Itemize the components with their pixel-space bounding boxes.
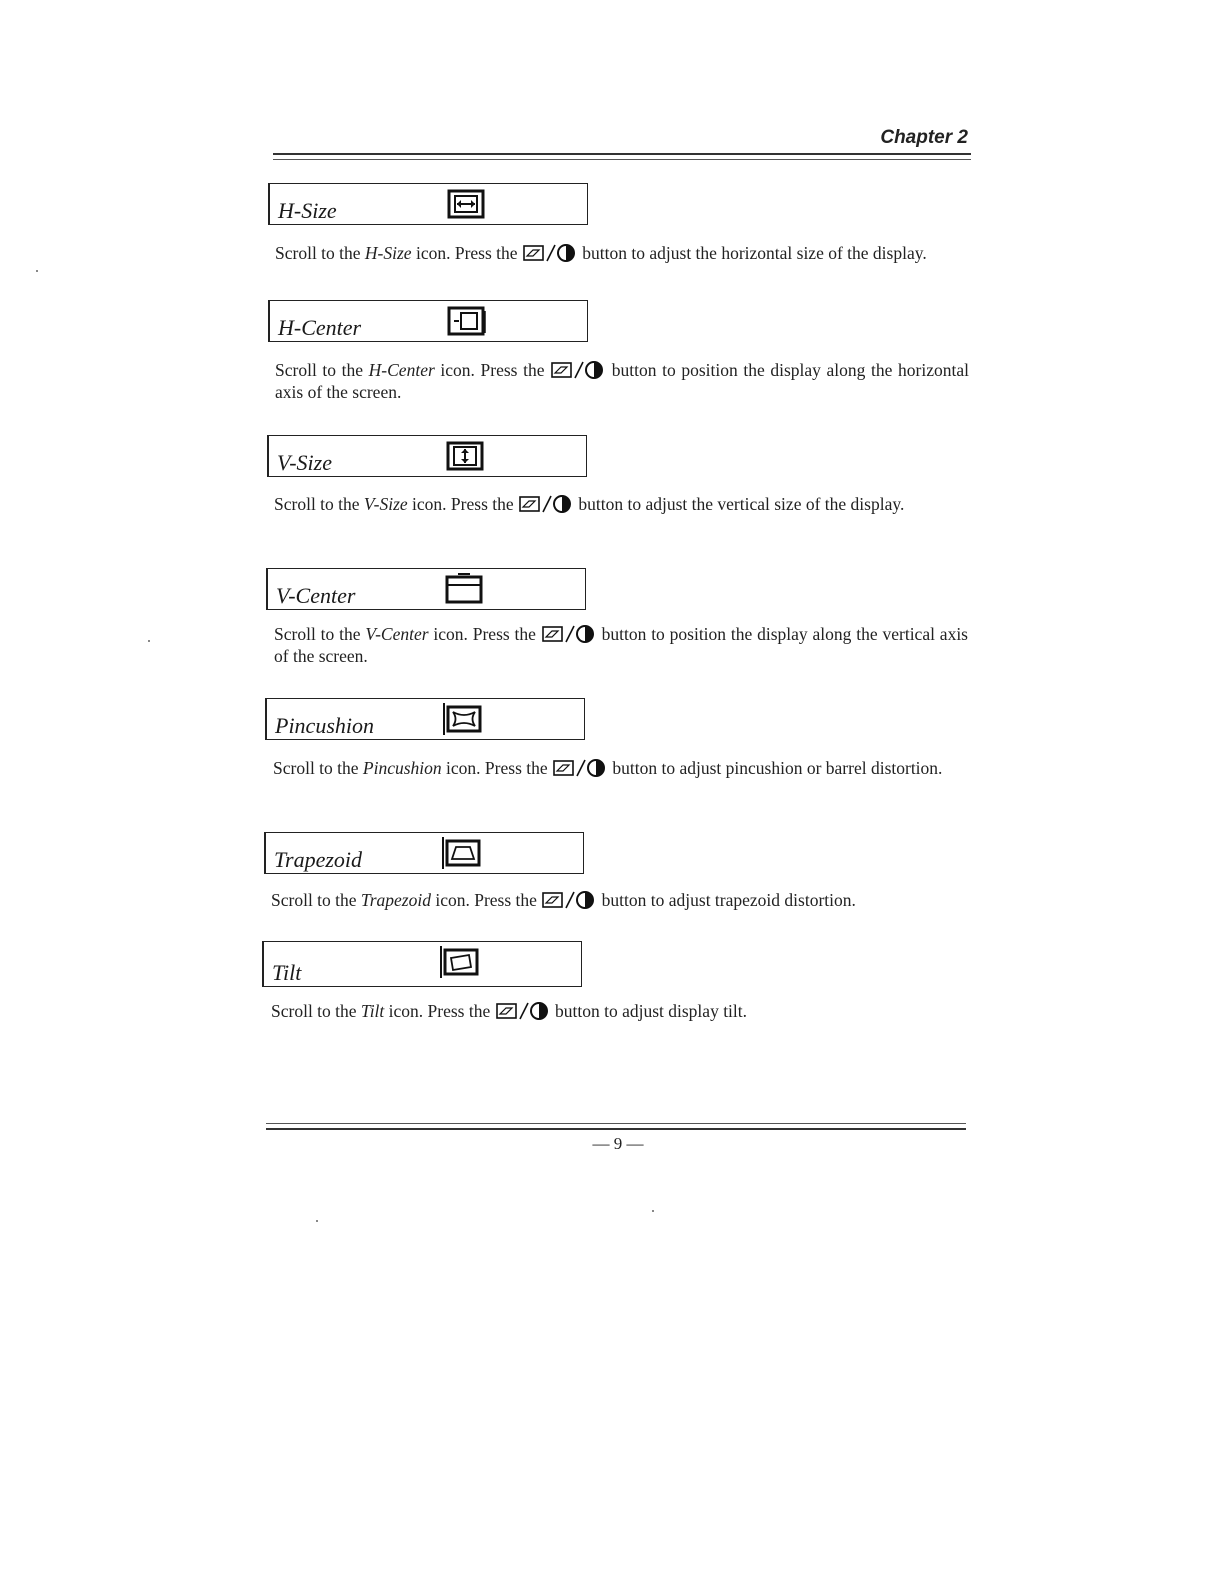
label-box	[265, 698, 585, 740]
label-box	[266, 568, 586, 610]
desc-text: Scroll to the	[273, 758, 363, 778]
desc-term: Tilt	[360, 1001, 385, 1021]
desc-text: icon. Press the	[434, 360, 551, 380]
section-label: V-Size	[277, 450, 332, 475]
desc-text: Scroll to the	[274, 494, 364, 514]
desc-text: button to adjust the horizontal size of the display.	[577, 243, 927, 263]
adjust-button-icon	[551, 360, 605, 380]
section-label: H-Size	[278, 198, 337, 223]
section-description	[275, 242, 969, 264]
desc-term: H-Center	[368, 360, 435, 380]
page-number: — 9 —	[592, 1134, 644, 1153]
h-size-icon	[446, 188, 488, 220]
adjust-button-icon	[553, 758, 607, 778]
desc-text: icon. Press the	[384, 1001, 495, 1021]
v-size-icon	[445, 440, 487, 472]
scan-speck	[316, 1220, 318, 1222]
section-description	[271, 889, 965, 911]
header-rule	[273, 153, 971, 155]
scan-speck	[148, 640, 150, 642]
desc-text: icon. Press the	[441, 758, 553, 778]
desc-text: Scroll to the	[271, 890, 361, 910]
label-box	[262, 941, 582, 987]
desc-term: V-Center	[365, 624, 429, 644]
chapter-heading: Chapter 2	[880, 127, 968, 148]
desc-text: icon. Press the	[428, 624, 541, 644]
section-label: H-Center	[278, 315, 362, 340]
desc-text: Scroll to the	[275, 360, 369, 380]
adjust-button-icon	[523, 243, 577, 263]
desc-text: button to adjust display tilt.	[550, 1001, 748, 1021]
adjust-button-icon	[496, 1001, 550, 1021]
scan-speck	[652, 1210, 654, 1212]
scan-speck	[36, 270, 38, 272]
section-label: Trapezoid	[274, 847, 363, 872]
desc-text: button to position the display along the horizontal axis of the screen.	[275, 360, 969, 402]
desc-text: icon. Press the	[407, 494, 519, 514]
adjust-button-icon	[542, 624, 596, 644]
footer-rule-lower	[266, 1128, 966, 1130]
header-rule-lower	[273, 159, 971, 160]
pincushion-icon	[443, 703, 485, 735]
desc-text: Scroll to the	[275, 243, 365, 263]
section-label: V-Center	[276, 583, 356, 608]
desc-text: Scroll to the	[274, 624, 366, 644]
desc-text: button to adjust the vertical size of the display.	[574, 494, 905, 514]
tilt-icon	[440, 946, 482, 978]
trapezoid-icon	[442, 837, 484, 869]
label-box	[268, 300, 588, 342]
desc-text: button to adjust trapezoid distortion.	[597, 890, 856, 910]
label-box	[268, 183, 588, 225]
adjust-button-icon	[542, 890, 596, 910]
desc-term: Pincushion	[362, 758, 442, 778]
section-label: Tilt	[272, 960, 302, 985]
desc-text: button to position the display along the vertical axis of the screen.	[274, 624, 968, 666]
desc-term: H-Size	[364, 243, 412, 263]
section-description	[273, 757, 967, 779]
footer-rule	[266, 1123, 966, 1124]
h-center-icon	[446, 305, 488, 337]
desc-term: Trapezoid	[360, 890, 431, 910]
section-description	[274, 493, 968, 515]
section-label: Pincushion	[275, 713, 374, 738]
v-center-icon	[444, 573, 486, 605]
desc-text: icon. Press the	[411, 243, 522, 263]
section-description	[275, 359, 969, 403]
desc-term: V-Size	[363, 494, 408, 514]
adjust-button-icon	[519, 494, 573, 514]
section-description	[271, 1000, 965, 1022]
section-description	[274, 623, 968, 667]
desc-text: button to adjust pincushion or barrel distortion.	[608, 758, 943, 778]
label-box	[267, 435, 587, 477]
label-box	[264, 832, 584, 874]
desc-text: Scroll to the	[271, 1001, 361, 1021]
desc-text: icon. Press the	[430, 890, 542, 910]
